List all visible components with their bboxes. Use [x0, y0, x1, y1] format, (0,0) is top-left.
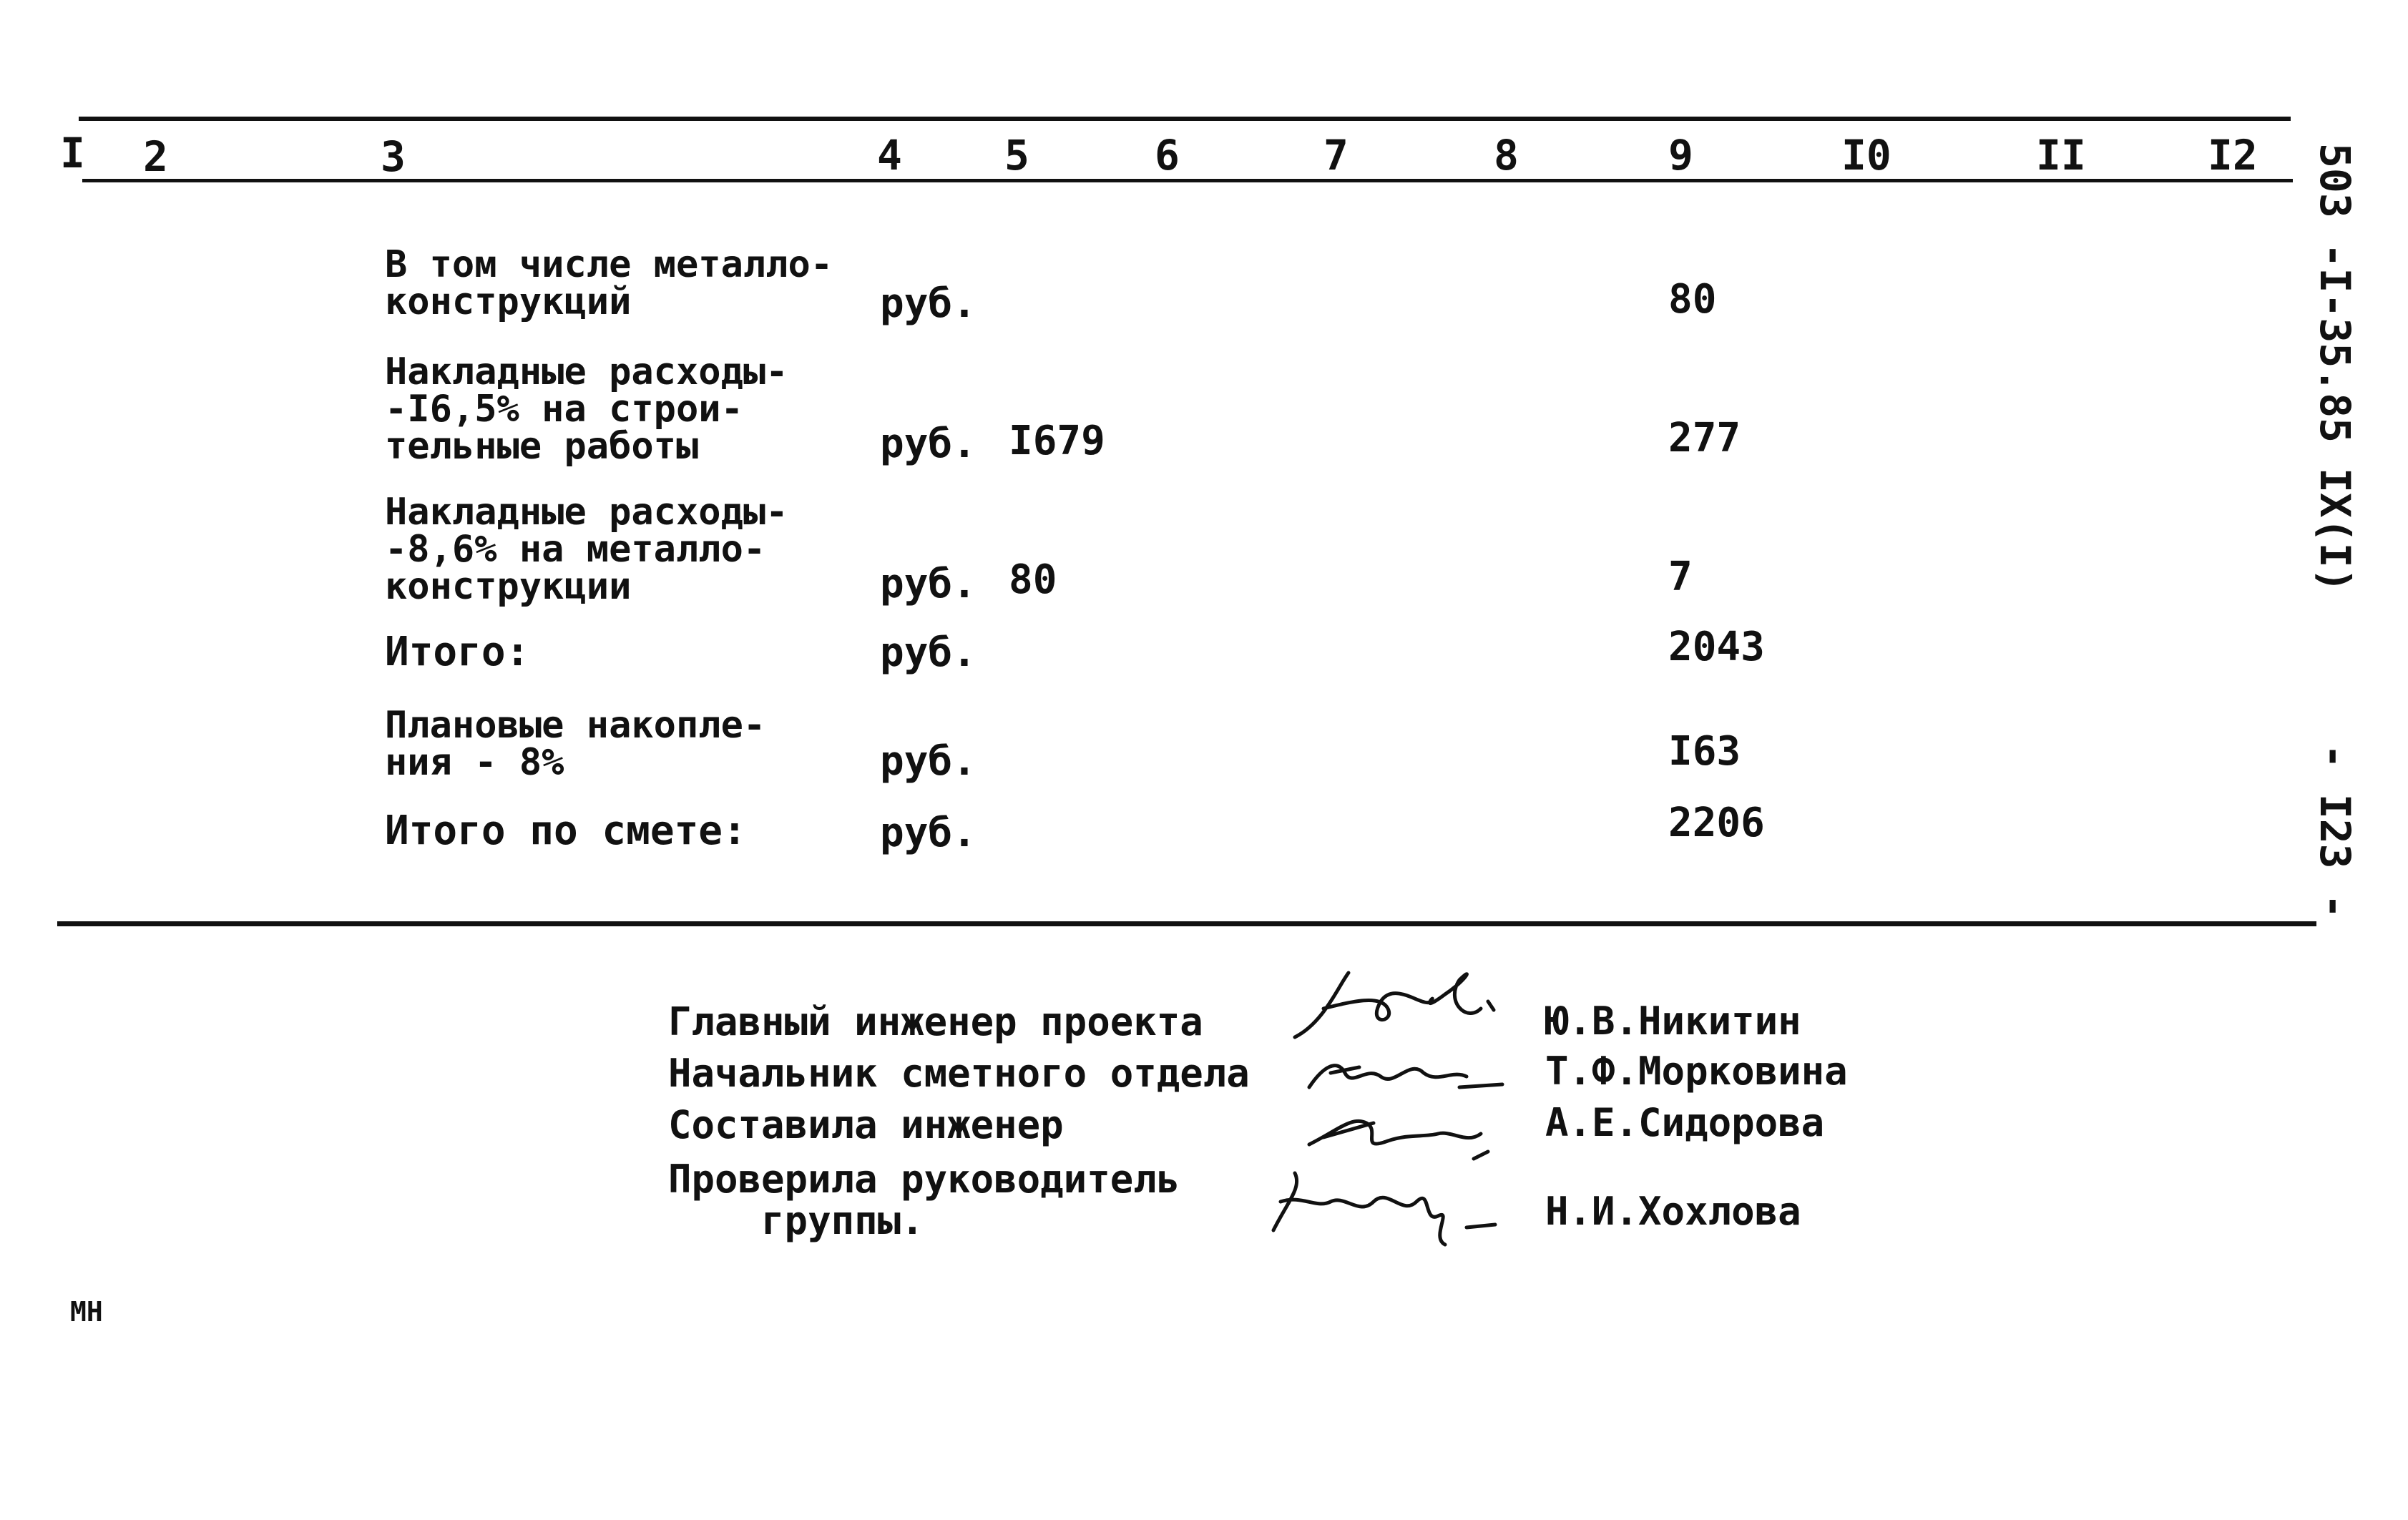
row-1-description: В том числе металло- конструкций — [385, 243, 833, 323]
footer-mark: МН — [70, 1296, 103, 1328]
column-number-11: II — [2036, 131, 2086, 180]
row-3-unit: руб. — [880, 561, 977, 607]
signature-name-2: Т.Ф.Морковина — [1545, 1049, 1848, 1094]
column-number-9: 9 — [1668, 131, 1693, 180]
row-3-description: Накладные расходы- -8,6% на металло- конструкции — [385, 491, 788, 608]
row-5-description: Плановые накопле- ния - 8% — [385, 704, 766, 784]
row-2-unit: руб. — [880, 421, 977, 467]
column-number-7: 7 — [1323, 131, 1349, 180]
column-number-4: 4 — [877, 131, 902, 180]
signature-role-3: Составила инженер — [668, 1102, 1064, 1147]
column-number-5: 5 — [1004, 131, 1029, 180]
row-6-unit: руб. — [880, 810, 977, 856]
row-5-col9: I63 — [1668, 728, 1741, 775]
signature-scribble-3 — [1295, 1102, 1517, 1166]
signature-role-1: Главный инженер проекта — [668, 999, 1203, 1044]
row-3-col5: 80 — [1009, 556, 1057, 603]
row-4-description: Итого: — [385, 629, 530, 675]
row-6-col9: 2206 — [1668, 800, 1765, 846]
signature-name-3: А.Е.Сидорова — [1545, 1100, 1825, 1145]
signature-name-1: Ю.В.Никитин — [1545, 999, 1801, 1044]
signature-scribble-4 — [1252, 1159, 1509, 1259]
signature-role-4: Проверила руководитель группы. — [668, 1157, 1180, 1243]
row-2-col9: 277 — [1668, 415, 1741, 461]
column-number-8: 8 — [1494, 131, 1519, 180]
column-number-12: I2 — [2208, 131, 2258, 180]
row-5-unit: руб. — [880, 738, 977, 785]
row-6-description: Итого по смете: — [385, 808, 747, 854]
document-code: 503 -I-35.85 IX(I) — [2311, 143, 2359, 593]
page-number: - I23 - — [2311, 744, 2359, 919]
bottom-rule — [57, 921, 2316, 926]
row-4-unit: руб. — [880, 629, 977, 676]
signature-scribble-1 — [1281, 958, 1517, 1051]
signature-name-4: Н.И.Хохлова — [1545, 1189, 1801, 1234]
row-4-col9: 2043 — [1668, 624, 1765, 670]
column-number-10: I0 — [1841, 131, 1891, 180]
column-number-3: 3 — [381, 132, 406, 181]
row-1-col9: 80 — [1668, 276, 1717, 323]
signature-scribble-2 — [1295, 1044, 1517, 1102]
column-number-6: 6 — [1155, 131, 1180, 180]
column-number-2: 2 — [143, 132, 168, 181]
header-rule — [82, 179, 2293, 182]
row-3-col9: 7 — [1668, 554, 1693, 600]
row-2-col5: I679 — [1009, 418, 1105, 464]
row-2-description: Накладные расходы- -I6,5% на строи- тельные работы — [385, 350, 788, 468]
row-1-unit: руб. — [880, 280, 977, 327]
top-rule — [79, 117, 2291, 121]
column-number-1: I — [60, 129, 85, 177]
signature-role-2: Начальник сметного отдела — [668, 1051, 1250, 1096]
